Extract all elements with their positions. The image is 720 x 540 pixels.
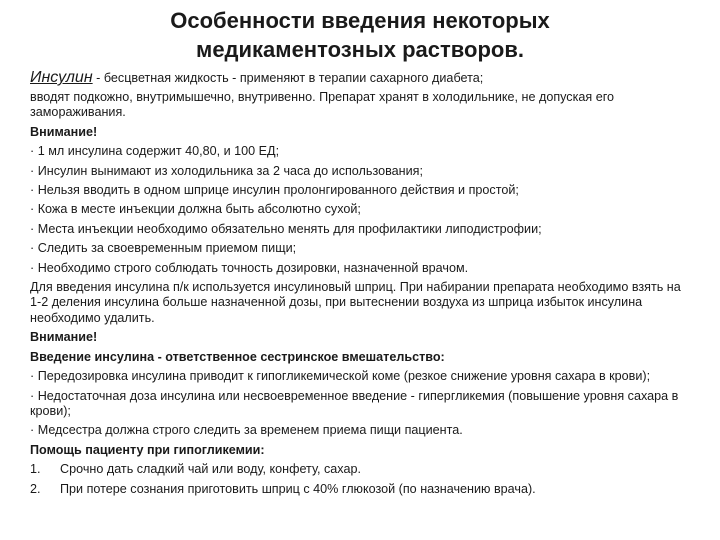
intro-continuation: вводят подкожно, внутримышечно, внутривенно. Препарат хранят в холодильнике, не допуская его замораживания.	[30, 90, 615, 120]
bullet-item: · Следить за своевременным приемом пищи;	[30, 241, 297, 256]
bullet-item: · Медсестра должна строго следить за временем приема пищи пациента.	[30, 423, 463, 438]
step-text: Срочно дать сладкий чай или воду, конфету, сахар.	[60, 462, 361, 477]
step-item	[30, 462, 690, 477]
bullet-item: · Необходимо строго соблюдать точность дозировки, назначенной врачом.	[30, 260, 469, 275]
hypoglycemia-heading: Помощь пациенту при гипогликемии:	[30, 442, 265, 457]
step-number: 1.	[30, 462, 41, 477]
insulin-lead-word: Инсулин	[30, 69, 93, 86]
bullet-item: · Недостаточная доза инсулина или несвоевременное введение - гипергликемия (повышение уровня сахара в крови);	[30, 388, 679, 418]
intro-line	[30, 68, 690, 88]
title-line-2: медикаментозных растворов.	[196, 37, 524, 62]
bullet-item: · 1 мл инсулина содержит 40,80, и 100 ЕД;	[30, 144, 280, 159]
bullet-item: · Кожа в месте инъекции должна быть абсолютно сухой;	[30, 202, 361, 217]
attention-label-2: Внимание!	[30, 330, 98, 345]
attention-label-1: Внимание!	[30, 124, 98, 139]
content-body	[30, 68, 690, 497]
title-line-1: Особенности введения некоторых	[170, 8, 550, 33]
step-number: 2.	[30, 481, 41, 496]
nursing-heading: Введение инсулина - ответственное сестринское вмешательство:	[30, 349, 445, 364]
bullet-item: · Места инъекции необходимо обязательно менять для профилактики липодистрофии;	[30, 221, 542, 236]
step-text: При потере сознания приготовить шприц с 40% глюкозой (по назначению врача).	[60, 481, 536, 496]
step-item	[30, 482, 690, 497]
intro-rest: - бесцветная жидкость - применяют в терапии сахарного диабета;	[92, 71, 484, 85]
bullet-item: · Инсулин вынимают из холодильника за 2 часа до использования;	[30, 163, 423, 178]
syringe-paragraph: Для введения инсулина п/к используется инсулиновый шприц. При набирании препарата необходимо взять на 1-2 деления инсулина больше назначенной дозы, при вытеснении воздуха из шприца избыток инсулина необходимо удалить.	[30, 280, 681, 325]
bullet-item: · Нельзя вводить в одном шприце инсулин пролонгированного действия и простой;	[30, 183, 519, 198]
page-title	[120, 6, 600, 64]
bullet-item: · Передозировка инсулина приводит к гипогликемической коме (резкое снижение уровня сахара в крови);	[30, 369, 651, 384]
